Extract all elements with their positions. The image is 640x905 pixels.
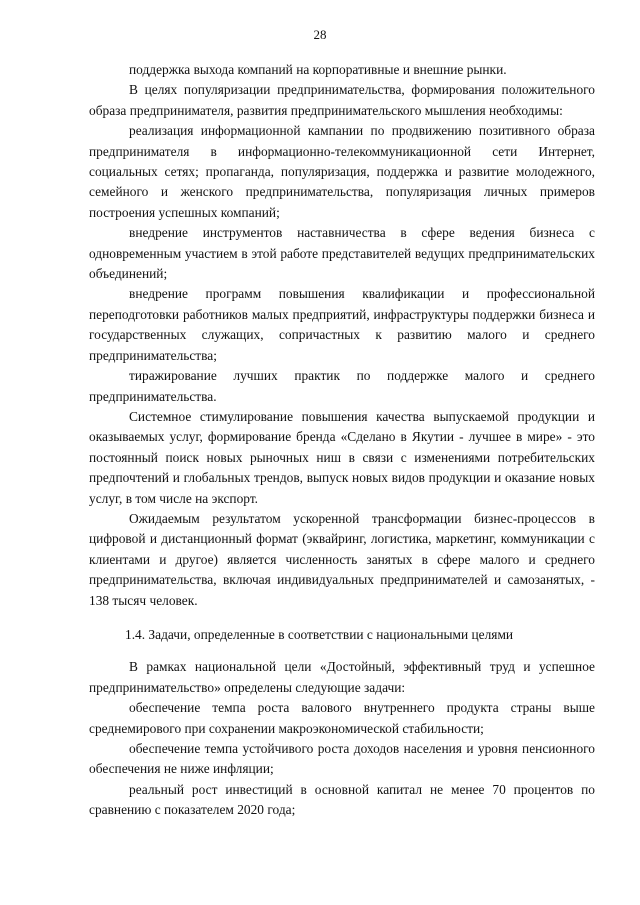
paragraph: внедрение программ повышения квалификации и профессиональной переподготовки работников малых предприятий, инфраструктуры поддержки бизнеса и государственных служащих, сопричастных к развитию малого и среднего предпринимательства; bbox=[89, 286, 595, 363]
paragraph: В рамках национальной цели «Достойный, эффективный труд и успешное предпринимательство» определены следующие задачи: bbox=[89, 659, 595, 695]
paragraph: В целях популяризации предпринимательства, формирования положительного образа предпринимателя, развития предпринимательского мышления необходимы: bbox=[89, 82, 595, 118]
document-body bbox=[89, 60, 595, 821]
paragraph: реальный рост инвестиций в основной капитал не менее 70 процентов по сравнению с показателем 2020 года; bbox=[89, 781, 595, 818]
paragraph: обеспечение темпа устойчивого роста доходов населения и уровня пенсионного обеспечения не ниже инфляции; bbox=[89, 741, 595, 777]
paragraph: тиражирование лучших практик по поддержке малого и среднего предпринимательства. bbox=[89, 368, 595, 404]
paragraph: Системное стимулирование повышения качества выпускаемой продукции и оказываемых услуг, формирование бренда «Сделано в Якутии - лучшее в мире» - это постоянный поиск новых рыночных ниш в связи с изменениями потребительских предпочтений и глобальных трендов, выпуск новых видов продукции и оказание новых услуг, в том числе на экспорт. bbox=[89, 408, 595, 506]
paragraph: Ожидаемым результатом ускоренной трансформации бизнес-процессов в цифровой и дистанционный формат (эквайринг, логистика, маркетинг, коммуникации с клиентами и другое) является численность занятых в сфере малого и среднего предпринимательства, включая индивидуальных предпринимателей и самозанятых, - 138 тысяч человек. bbox=[89, 510, 595, 608]
paragraph: поддержка выхода компаний на корпоративные и внешние рынки. bbox=[129, 62, 507, 77]
paragraph: внедрение инструментов наставничества в сфере ведения бизнеса с одновременным участием в этой работе представителей ведущих предпринимательских объединений; bbox=[89, 225, 595, 282]
paragraph: реализация информационной кампании по продвижению позитивного образа предпринимателя в информационно-телекоммуникационной сети Интернет, социальных сетях; пропаганда, популяризация, поддержка и развитие молодежного, семейного и женского предпринимательства, популяризация личных примеров построения успешных компаний; bbox=[89, 123, 595, 220]
page-number: 28 bbox=[313, 27, 327, 42]
section-heading: 1.4. Задачи, определенные в соответствии с национальными целями bbox=[125, 626, 514, 642]
paragraph: обеспечение темпа роста валового внутреннего продукта страны выше среднемирового при сохранении макроэкономической стабильности; bbox=[89, 700, 595, 736]
